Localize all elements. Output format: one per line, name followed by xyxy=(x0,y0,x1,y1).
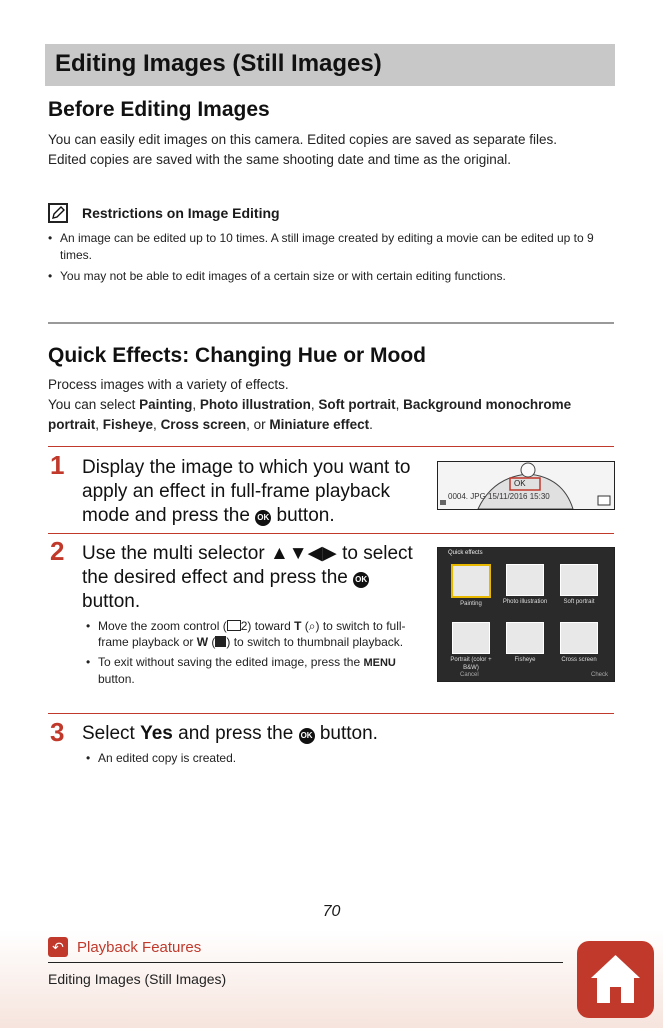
check-label: Check xyxy=(590,672,608,678)
playback-screen-thumbnail xyxy=(437,461,615,510)
quick-options-text xyxy=(48,395,588,435)
pencil-note-icon xyxy=(48,203,68,223)
list-item: • An image can be edited up to 10 times. A still image created by editing a movie can be edited up to 9 times. xyxy=(48,230,613,264)
text: button. xyxy=(314,723,378,744)
effect-preview-icon xyxy=(451,564,491,598)
effect-preview-icon xyxy=(506,622,544,654)
book-icon xyxy=(227,620,241,631)
option-painting: Painting xyxy=(139,397,193,412)
effects-grid xyxy=(444,562,608,678)
effect-cell xyxy=(444,562,498,620)
step-3-number: 3 xyxy=(50,717,65,747)
home-button[interactable] xyxy=(577,941,654,1018)
section-divider xyxy=(48,322,614,324)
before-heading: Before Editing Images xyxy=(48,98,270,121)
option-fisheye: Fisheye xyxy=(102,417,154,432)
before-line-2: Edited copies are saved with the same shooting date and time as the original. xyxy=(48,152,512,167)
playback-features-link[interactable]: Playback Features xyxy=(77,939,202,956)
effect-label: Cross screen xyxy=(561,657,597,663)
back-arrow-icon[interactable]: ↶ xyxy=(48,937,68,957)
page-number: 70 xyxy=(322,903,341,920)
list-item xyxy=(86,654,416,687)
text: 2) toward xyxy=(240,619,295,633)
effect-cell xyxy=(552,620,606,678)
text: button. xyxy=(98,672,135,686)
text: To exit without saving the edited image, press the xyxy=(98,655,364,669)
thumbnail-grid-icon xyxy=(215,636,226,647)
effect-preview-icon xyxy=(506,564,544,596)
step-divider xyxy=(48,713,614,714)
effect-cell xyxy=(552,562,606,620)
effect-label: Photo illustration xyxy=(502,599,548,605)
text: , or xyxy=(246,417,270,432)
title-bar xyxy=(45,44,615,86)
before-line-1: You can easily edit images on this camera. Edited copies are saved as separate files. xyxy=(48,132,558,147)
list-item: • You may not be able to edit images of a certain size or with certain editing functions. xyxy=(48,268,613,285)
step-2-bullets xyxy=(86,618,416,691)
list-item xyxy=(86,618,416,650)
step-1-text xyxy=(82,456,422,528)
quick-effects-screen xyxy=(437,547,615,682)
text: Move the zoom control ( xyxy=(98,619,227,633)
screen-ok-label: OK xyxy=(514,479,526,488)
footer-divider xyxy=(48,962,563,963)
effect-cell xyxy=(498,620,552,678)
quick-effects-footer xyxy=(438,671,614,681)
text: and press the xyxy=(172,723,294,744)
text: button. xyxy=(82,591,141,612)
effect-label: Painting xyxy=(460,601,482,607)
step-divider xyxy=(48,446,614,447)
effect-preview-icon xyxy=(560,564,598,596)
option-miniature-effect: Miniature effect xyxy=(269,417,370,432)
text: , xyxy=(310,397,319,412)
effect-label: Soft portrait xyxy=(563,599,595,605)
step-1-number: 1 xyxy=(50,450,65,480)
ok-button-icon: OK xyxy=(299,728,315,744)
text: Display the image to which you want to apply an effect in full-frame playback mode and press the xyxy=(82,457,411,526)
step-2-text xyxy=(82,542,417,614)
menu-label: MENU xyxy=(363,657,396,669)
playback-info: 0004. JPG 15/11/2016 15:30 xyxy=(448,492,550,501)
text: ( xyxy=(208,635,216,649)
text: , xyxy=(153,417,161,432)
magnifier-icon: ⌕ xyxy=(308,619,316,633)
ok-button-icon: OK xyxy=(255,510,271,526)
option-cross-screen: Cross screen xyxy=(160,417,247,432)
text: ( xyxy=(301,619,309,633)
text: , xyxy=(395,397,404,412)
effect-cell xyxy=(444,620,498,678)
quick-effects-heading: Quick Effects: Changing Hue or Mood xyxy=(48,344,427,367)
option-soft-portrait: Soft portrait xyxy=(318,397,396,412)
tele-label: T xyxy=(294,619,302,633)
home-icon xyxy=(589,951,642,1006)
effect-cell xyxy=(498,562,552,620)
page-title: Editing Images (Still Images) xyxy=(55,50,382,77)
footer-section-title: Editing Images (Still Images) xyxy=(48,971,227,987)
cancel-label: Cancel xyxy=(460,672,479,678)
text: You can select xyxy=(48,397,140,412)
option-background-monochrome: Background monochrome portrait xyxy=(48,397,572,432)
yes-label: Yes xyxy=(140,723,173,744)
text: button. xyxy=(271,505,335,526)
note-title: Restrictions on Image Editing xyxy=(82,205,280,221)
effect-label: Portrait (color + B&W) xyxy=(450,657,492,671)
step-divider xyxy=(48,533,614,534)
playback-scene-icon xyxy=(438,462,614,509)
text: ) to switch to thumbnail playback. xyxy=(226,635,404,649)
list-item: • An edited copy is created. xyxy=(86,750,486,766)
text: , xyxy=(192,397,200,412)
effect-preview-icon xyxy=(452,622,490,654)
quick-line-1: Process images with a variety of effects. xyxy=(48,377,289,392)
step-3-text xyxy=(82,722,582,746)
step-3-bullets xyxy=(86,750,486,770)
text: . xyxy=(369,417,373,432)
quick-effects-header: Quick effects xyxy=(448,550,483,556)
ok-button-icon: OK xyxy=(353,572,369,588)
effect-label: Fisheye xyxy=(514,657,536,663)
option-photo-illustration: Photo illustration xyxy=(199,397,311,412)
text: Select xyxy=(82,723,141,744)
wide-label: W xyxy=(196,635,209,649)
effect-preview-icon xyxy=(560,622,598,654)
text: , xyxy=(95,417,103,432)
text: ) to switch to full-frame playback or xyxy=(98,619,406,649)
text: Use the multi selector ▲▼◀▶ to select the desired effect and press the xyxy=(82,543,413,588)
restrictions-list xyxy=(48,230,613,289)
step-2-number: 2 xyxy=(50,536,65,566)
